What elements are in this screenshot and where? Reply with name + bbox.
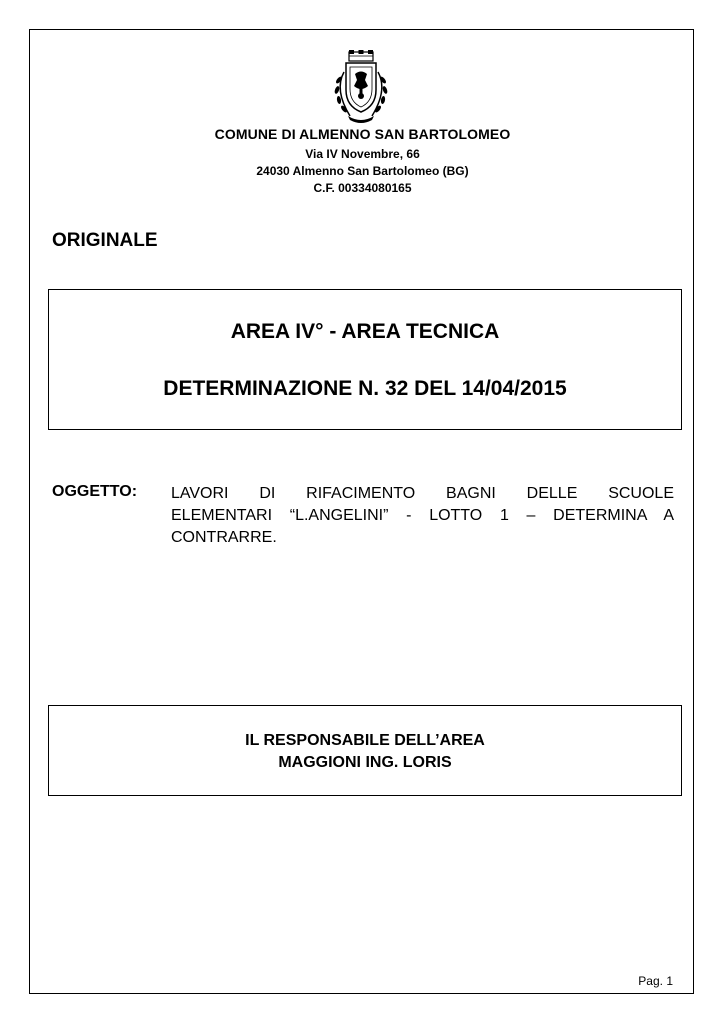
subject-line: ELEMENTARI “L.ANGELINI” - LOTTO 1 – DETERMINA A [171,507,674,524]
municipality-name: COMUNE DI ALMENNO SAN BARTOLOMEO [214,126,511,142]
determination-title: DETERMINAZIONE N. 32 DEL 14/04/2015 [163,377,567,400]
subject-label: OGGETTO: [52,483,138,500]
responsible-title: IL RESPONSABILE DELL’AREA [245,732,485,749]
subject-text [171,483,674,549]
area-title: AREA IV° - AREA TECNICA [230,320,500,343]
title-box [48,289,682,430]
document-status: ORIGINALE [52,230,158,251]
municipal-crest-icon [328,50,394,126]
responsible-name: MAGGIONI ING. LORIS [278,754,452,771]
page-number: Pag. 1 [638,974,673,988]
municipality-tax-code: C.F. 00334080165 [313,181,412,195]
responsible-box [48,705,682,796]
municipality-address: Via IV Novembre, 66 [305,147,420,161]
subject-line: LAVORI DI RIFACIMENTO BAGNI DELLE SCUOLE [171,485,674,502]
municipality-city: 24030 Almenno San Bartolomeo (BG) [256,164,469,178]
subject-line: CONTRARRE. [171,529,277,546]
